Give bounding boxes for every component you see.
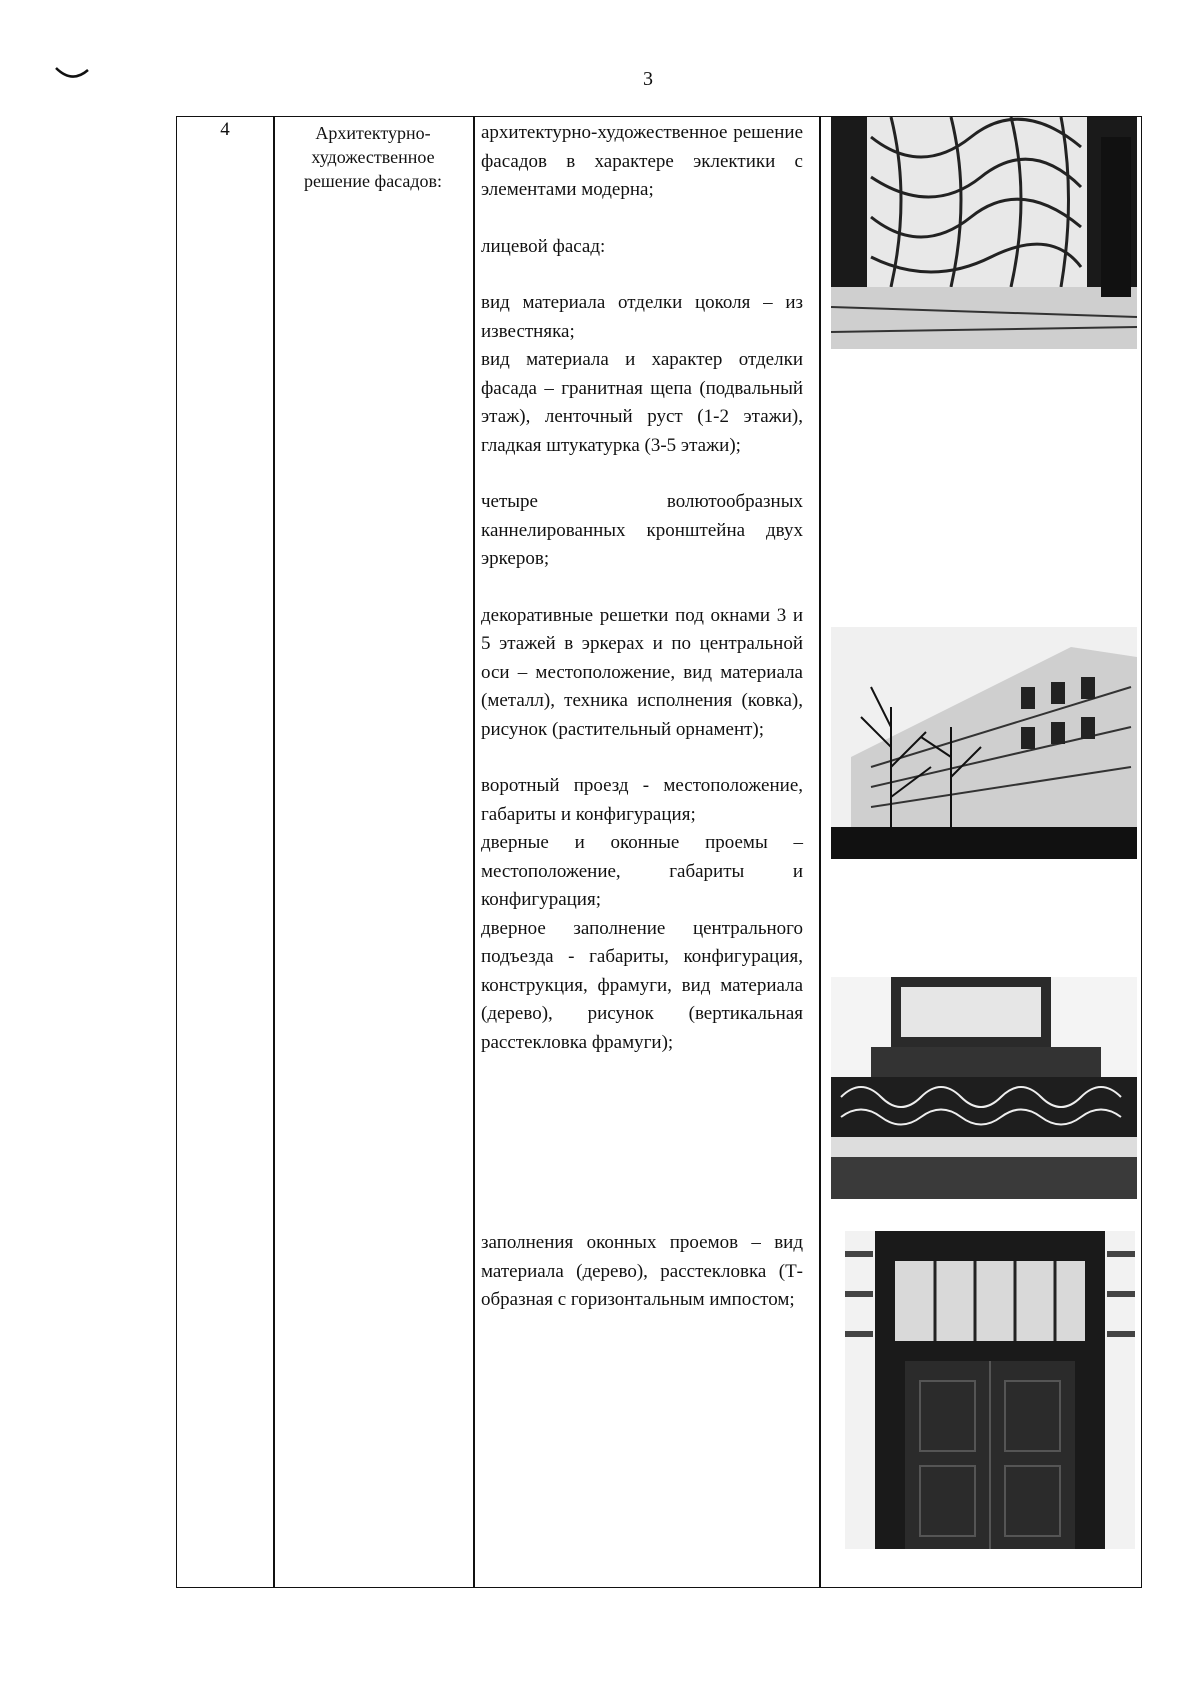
desc-plinth: вид материала отделки цоколя – из известняка; xyxy=(481,292,803,342)
row-title xyxy=(273,121,473,193)
row-title-line: художественное xyxy=(311,147,435,167)
photo-entrance-door xyxy=(845,1231,1135,1549)
column-divider xyxy=(819,117,821,1587)
row-title-line: Архитектурно- xyxy=(315,123,431,143)
photo-grille xyxy=(831,117,1137,349)
column-divider xyxy=(273,117,275,1587)
row-title-line: решение фасадов: xyxy=(303,171,443,191)
desc-gateway: воротный проезд - местоположение, габариты и конфигурация; xyxy=(481,775,803,825)
column-divider xyxy=(473,117,475,1587)
page-number: 3 xyxy=(643,68,653,90)
photo-cornice xyxy=(831,977,1137,1199)
desc-facade-finish: вид материала и характер отделки фасада – гранитная щепа (подвальный этаж), ленточный руст (1-2 этажи), гладкая штукатурка (3-5 этажи); xyxy=(481,349,803,456)
desc-style: архитектурно-художественное решение фасадов в характере эклектики с элементами модерна; xyxy=(481,122,803,200)
desc-door: дверное заполнение центрального подъезда - габариты, конфигурация, конструкция, фрамуги, вид материала (дерево), рисунок (вертикальная расстекловка фрамуги); xyxy=(481,917,803,1053)
desc-grilles: декоративные решетки под окнами 3 и 5 этажей в эркерах и по центральной оси – местоположение, вид материала (металл), техника исполнения (ковка), рисунок (растительный орнамент); xyxy=(481,604,803,740)
desc-brackets: четыре волютообразных каннелированных кронштейна двух эркеров; xyxy=(481,491,803,569)
desc-windows: заполнения оконных проемов – вид материала (дерево), расстекловка (Т-образная с горизонтальным импостом; xyxy=(481,1232,803,1310)
desc-main-facade: лицевой фасад: xyxy=(481,235,606,257)
photo-facade xyxy=(831,627,1137,859)
row-number: 4 xyxy=(220,119,230,140)
monument-table xyxy=(176,116,1142,1588)
desc-openings: дверные и оконные проемы – местоположение, габариты и конфигурация; xyxy=(481,832,803,910)
row-description xyxy=(481,119,803,1315)
